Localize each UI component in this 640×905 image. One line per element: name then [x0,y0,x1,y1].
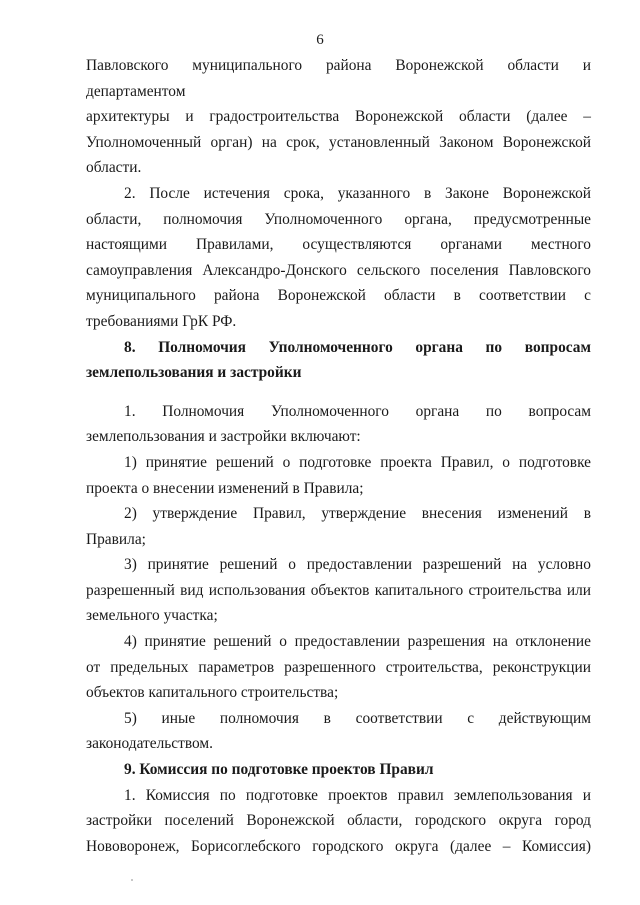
text-line: 2. После истечения срока, указанного в Законе Воронежской [124,184,591,202]
text-line: области. [86,159,142,177]
list-item-5: 5) иные полномочия в соответствии с действующим [124,709,591,727]
text-line: застройки поселений Воронежской области, городского округа город [86,812,591,830]
scan-speck [131,879,133,881]
text-line: муниципального района Воронежской области в соответствии с [86,287,591,305]
text-line: Уполномоченный орган) на срок, установленный Законом Воронежской [86,133,591,151]
text-line: настоящими Правилами, осуществляются органами местного [86,236,591,254]
section-heading-9: 9. Комиссия по подготовке проектов Правил [124,761,434,779]
list-item-1: 1) принятие решений о подготовке проекта Правил, о подготовке [124,453,591,471]
text-line: земельного участка; [86,607,218,625]
text-line: области, полномочия Уполномоченного органа, предусмотренные [86,210,591,228]
text-line: Правила; [86,530,146,548]
spacer [86,386,591,399]
text-line: 1. Комиссия по подготовке проектов правил землепользования и [124,786,591,804]
text-line: разрешенный вид использования объектов капитального строительства или [86,581,591,599]
section-heading-8-cont: землепользования и застройки [86,364,302,382]
text-line: проекта о внесении изменений в Правила; [86,479,364,497]
list-item-3: 3) принятие решений о предоставлении разрешений на условно [124,556,591,574]
list-item-2: 2) утверждение Правил, утверждение внесения изменений в [124,505,591,523]
text-line: законодательством. [86,735,214,753]
text-line: землепользования и застройки включают: [86,428,361,446]
text-line: объектов капитального строительства; [86,684,339,702]
section-heading-8: 8. Полномочия Уполномоченного органа по вопросам [124,338,591,356]
text-line: Павловского муниципального района Воронежской области и департаментом [86,57,591,100]
text-line: самоуправления Александро-Донского сельского поселения Павловского [86,261,591,279]
page-number: 6 [316,32,324,48]
text-line: требованиями ГрК РФ. [86,312,237,330]
text-line: архитектуры и градостроительства Воронежской области (далее – [86,108,591,126]
document-body [86,53,591,859]
text-line: 1. Полномочия Уполномоченного органа по вопросам [124,402,591,420]
text-line: Нововоронеж, Борисоглебского городского округа (далее – Комиссия) [86,837,591,855]
list-item-4: 4) принятие решений о предоставлении разрешения на отклонение [124,633,591,651]
text-line: от предельных параметров разрешенного строительства, реконструкции [86,658,591,676]
